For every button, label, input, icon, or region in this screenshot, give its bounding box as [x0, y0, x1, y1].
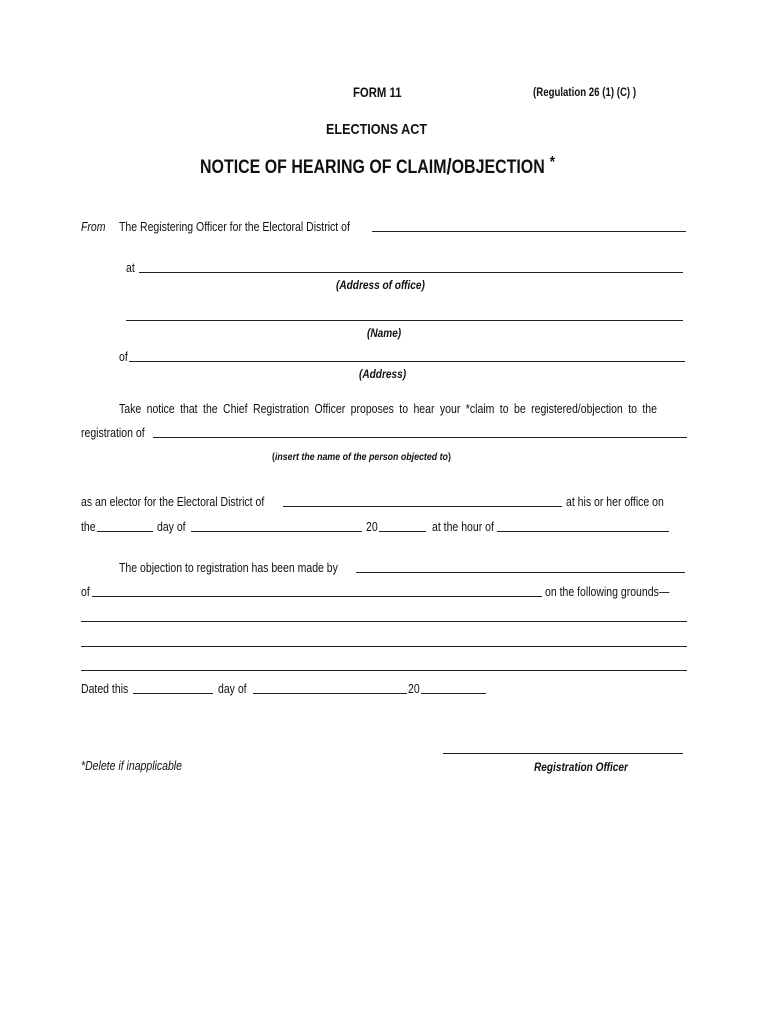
day-of-label: day of	[157, 520, 186, 534]
act-name: ELECTIONS ACT	[326, 121, 428, 138]
grounds-line-1[interactable]	[81, 621, 687, 622]
district-text: The Registering Officer for the Electoral District of	[119, 220, 350, 234]
name-caption: (Name)	[367, 326, 402, 340]
dated-this-label: Dated this	[81, 682, 129, 696]
dated-month-field[interactable]	[253, 693, 407, 694]
insert-paren-close: )	[447, 451, 451, 463]
grounds-line-3[interactable]	[81, 670, 687, 671]
from-label: From	[81, 220, 106, 234]
dated-year-field[interactable]	[421, 693, 486, 694]
address-office-caption: (Address of office)	[336, 278, 425, 292]
office-on-text: at his or her office on	[566, 495, 664, 509]
year-prefix: 20	[366, 520, 378, 534]
regulation-reference: (Regulation 26 (1) (C) )	[533, 87, 637, 99]
objector-of-label: of	[81, 585, 90, 599]
title-claim: NOTICE OF HEARING OF CLAIM	[200, 157, 447, 178]
name-field[interactable]	[126, 320, 683, 321]
the-label: the	[81, 520, 96, 534]
registration-of-label: registration of	[81, 426, 145, 440]
dated-day-field[interactable]	[133, 693, 213, 694]
form-title	[200, 155, 555, 178]
dated-year-prefix: 20	[408, 682, 420, 696]
dated-day-of-label: day of	[218, 682, 247, 696]
title-slash: /	[446, 154, 452, 179]
insert-name-caption	[272, 452, 451, 463]
elector-text: as an elector for the Electoral District of	[81, 495, 265, 509]
form-number: FORM 11	[353, 85, 402, 100]
grounds-line-2[interactable]	[81, 646, 687, 647]
delete-note: *Delete if inapplicable	[81, 759, 182, 773]
at-label: at	[126, 261, 135, 275]
registration-officer-label: Registration Officer	[534, 760, 628, 774]
insert-caption-text: insert the name of the person objected to	[274, 451, 448, 463]
person-objected-field[interactable]	[153, 437, 687, 438]
objector-name-field[interactable]	[356, 572, 685, 573]
hearing-month-field[interactable]	[191, 531, 362, 532]
hour-label: at the hour of	[432, 520, 494, 534]
grounds-text: on the following grounds—	[545, 585, 670, 599]
title-asterisk: *	[549, 154, 556, 171]
insert-paren-open: (	[272, 451, 275, 463]
objector-address-field[interactable]	[92, 596, 542, 597]
of-label: of	[119, 350, 128, 364]
notice-paragraph: Take notice that the Chief Registration Officer proposes to hear your *claim to be registered/objection to the	[119, 402, 657, 416]
hearing-year-field[interactable]	[379, 531, 426, 532]
title-objection: OBJECTION	[451, 157, 545, 178]
elector-district-field[interactable]	[283, 506, 562, 507]
signature-line[interactable]	[443, 753, 683, 754]
made-by-text: The objection to registration has been made by	[119, 561, 338, 575]
address-caption: (Address)	[359, 367, 407, 381]
hearing-day-field[interactable]	[97, 531, 153, 532]
district-field[interactable]	[372, 231, 686, 232]
hearing-hour-field[interactable]	[497, 531, 669, 532]
address-field[interactable]	[129, 361, 685, 362]
office-address-field[interactable]	[139, 272, 683, 273]
